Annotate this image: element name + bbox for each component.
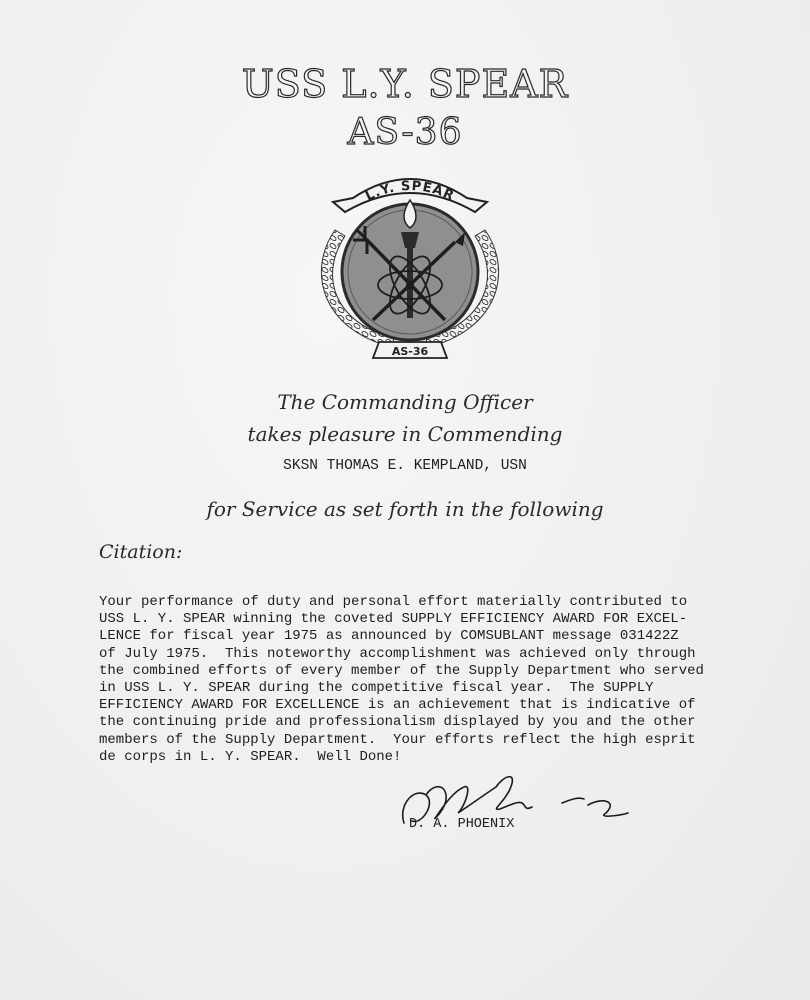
citation-label: Citation:	[99, 541, 183, 563]
ship-name-title: USS L.Y. SPEAR	[241, 62, 569, 106]
top-scroll-text: L.Y. SPEAR	[363, 178, 457, 205]
citation-body: Your performance of duty and personal effort materially contributed to USS L. Y. SPEAR winning the coveted SUPPLY EFFICIENCY AWARD FOR EXCEL- LENCE for fiscal year 1975 as announced by COMSUBLANT message 031422Z of July 1975. This noteworthy accomplishment was achieved only through the combined efforts of every member of the Supply Department who served in USS L. Y. SPEAR during the competitive fiscal year. The SUPPLY EFFICIENCY AWARD FOR EXCELLENCE is an achievement that is indicative of the continuing pride and professionalism displayed by you and the other members of the Supply Department. Your efforts reflect the high esprit de corps in L. Y. SPEAR. Well Done!	[99, 594, 704, 765]
recipient-name: SKSN THOMAS E. KEMPLAND, USN	[283, 458, 527, 474]
pleasure-line: takes pleasure in Commending	[247, 422, 563, 446]
signer-name: D. A. PHOENIX	[409, 817, 515, 832]
bottom-scroll-text: AS-36	[391, 345, 429, 358]
service-line: for Service as set forth in the following	[206, 497, 604, 521]
hull-number-title: AS-36	[347, 112, 463, 153]
handwritten-signature	[392, 765, 632, 845]
commanding-officer-line: The Commanding Officer	[277, 390, 533, 414]
ship-emblem	[305, 170, 515, 370]
